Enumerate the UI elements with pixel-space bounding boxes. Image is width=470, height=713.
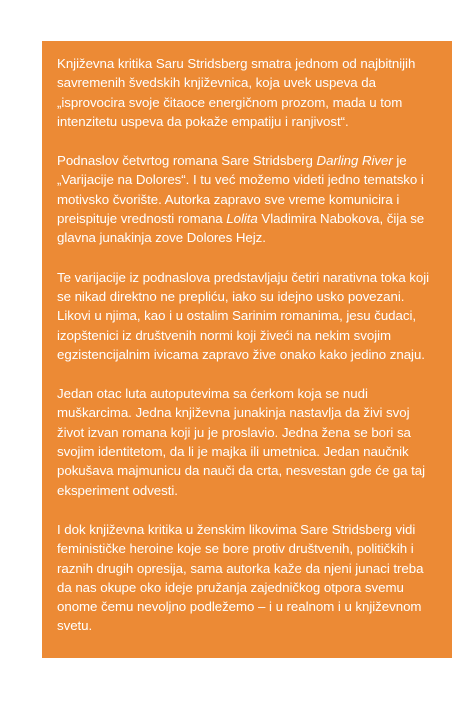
description-panel bbox=[42, 41, 452, 658]
paragraph-intro: Književna kritika Saru Stridsberg smatra jednom od najbitnijih savremenih švedskih književnica, koja uvek uspeva da „isprovocira svoje čitaoce energičnom prozom, mada u tom intenzitetu uspeva da pokaže empatiju i ranjivost“. bbox=[57, 56, 416, 129]
book-title-darling-river: Darling River bbox=[316, 153, 393, 169]
paragraph-subtitle-text: je „Varijacije na Dolores“. I tu već možemo videti jedno tematsko i motivsko čvorište. Autorka zapravo sve vreme komunicira i preispituje vrednosti romana bbox=[57, 153, 424, 227]
paragraph-subtitle-text: Vladimira Nabokova, čija se glavna junakinja zove Dolores Hejz. bbox=[57, 211, 425, 246]
book-title-lolita: Lolita bbox=[226, 211, 258, 227]
paragraph-variations: Te varijacije iz podnaslova predstavljaju četiri narativna toka koji se nikad direktno ne prepliću, iako su idejno usko povezani. Likovi u njima, kao i u ostalim Sarinim romanima, jesu čudaci, izopštenici iz društvenih normi koji živeći na nekim svojim egzistencijalnim ivicama zapravo žive onako kako jedino znaju. bbox=[57, 269, 430, 362]
paragraph-subtitle-text: Podnaslov četvrtog romana Sare Stridsberg bbox=[57, 153, 317, 169]
paragraph-characters: Jedan otac luta autoputevima sa ćerkom koja se nudi muškarcima. Jedna književna junakinja nastavlja da živi svoj život izvan romana koji ju je proslavio. Jedna žena se bori sa svojim identitetom, da li je majka ili umetnica. Jedan naučnik pokušava majmunicu da nauči da crta, nesvestan gde će ga taj eksperiment odvesti. bbox=[57, 386, 426, 498]
paragraph-conclusion: I dok književna kritika u ženskim likovima Sare Stridsberg vidi feminističke heroine koje se bore protiv društvenih, političkih i raznih drugih opresija, sama autorka kaže da njeni junaci treba da nas okupe oko ideje pružanja zajedničkog otpora svemu onome čemu nevoljno podležemo – i u realnom i u književnom svetu. bbox=[57, 521, 424, 634]
paragraph-subtitle bbox=[57, 151, 439, 247]
